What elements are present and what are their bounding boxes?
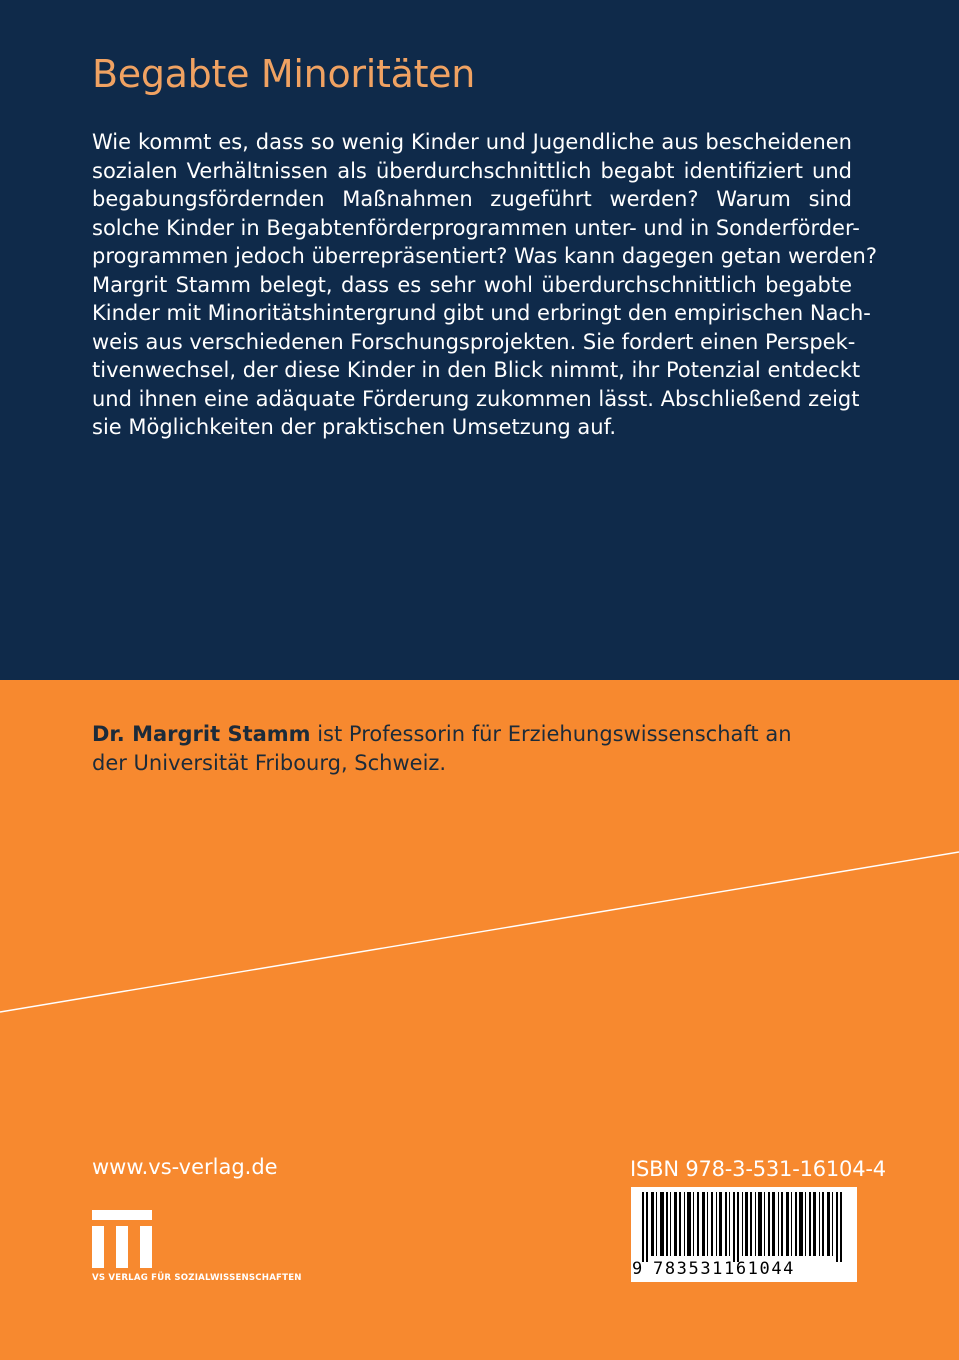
- publisher-name: VS VERLAG FÜR SOZIALWISSENSCHAFTEN: [92, 1273, 302, 1283]
- website-link[interactable]: www.vs-verlag.de: [92, 1155, 278, 1179]
- author-name: Dr. Margrit Stamm: [92, 722, 311, 746]
- barcode: [631, 1187, 857, 1282]
- book-title: Begabte Minoritäten: [92, 52, 476, 96]
- blurb-line: tivenwechsel, der diese Kinder in den Blick nimmt, ihr Potenzial entdeckt: [92, 358, 861, 382]
- blurb-line: weis aus verschiedenen Forschungsprojekten. Sie fordert einen Perspek-: [92, 329, 856, 354]
- author-description: ist Professorin für Erziehungswissenschaft an der Universität Fribourg, Schweiz.: [92, 722, 792, 775]
- blurb-line: Margrit Stamm belegt, dass es sehr wohl überdurchschnittlich begabte: [92, 272, 852, 297]
- vs-verlag-logo-icon: [92, 1210, 152, 1268]
- blurb-line: und ihnen eine adäquate Förderung zukommen lässt. Abschließend zeigt: [92, 386, 860, 411]
- blurb-line: Wie kommt es, dass so wenig Kinder und Jugendliche aus bescheidenen: [92, 130, 852, 154]
- blurb-line: programmen jedoch überrepräsentiert? Was kann dagegen getan werden?: [92, 244, 878, 268]
- barcode-first-digit: 9: [632, 1259, 644, 1279]
- blurb-line: begabungsfördernden Maßnahmen zugeführt werden? Warum sind: [92, 187, 852, 211]
- barcode-bars: [642, 1192, 846, 1262]
- blurb-line: solche Kinder in Begabtenförderprogrammen unter- und in Sonderförder-: [92, 215, 860, 240]
- isbn-label: ISBN 978-3-531-16104-4: [630, 1157, 886, 1181]
- blurb-line: sozialen Verhältnissen als überdurchschnittlich begabt identifiziert und: [92, 158, 852, 183]
- barcode-number: 783531161044: [653, 1259, 796, 1279]
- blurb-line: sie Möglichkeiten der praktischen Umsetzung auf.: [92, 415, 617, 439]
- blurb-line: Kinder mit Minoritätshintergrund gibt und erbringt den empirischen Nach-: [92, 301, 871, 325]
